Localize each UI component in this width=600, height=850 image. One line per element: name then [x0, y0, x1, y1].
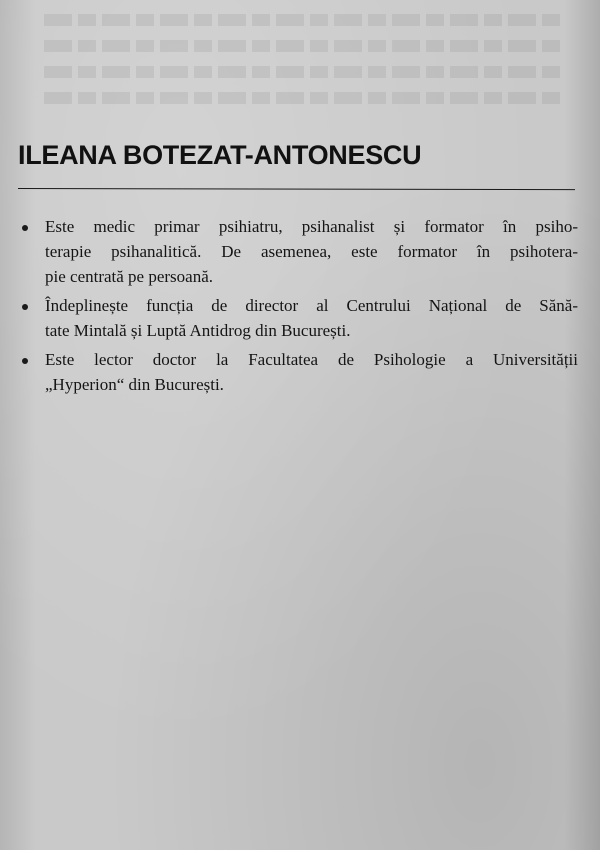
- heading-underline: [18, 188, 575, 190]
- bullet-icon: [22, 304, 28, 310]
- text-line: Este lector doctor la Facultatea de Psihologie a Universității: [45, 350, 578, 369]
- bio-bullet-item: [22, 214, 578, 289]
- bullet-text: [45, 214, 578, 289]
- bio-bullet-list: [22, 214, 578, 401]
- bio-bullet-item: [22, 347, 578, 397]
- show-through-line: [40, 14, 560, 26]
- bullet-text: [45, 347, 578, 397]
- bullet-icon: [22, 225, 28, 231]
- show-through-text: [40, 0, 560, 110]
- bullet-icon: [22, 358, 28, 364]
- bullet-text: [45, 293, 578, 343]
- show-through-line: [40, 66, 560, 78]
- text-line: Îndeplinește funcția de director al Centrului Național de Sănă-: [45, 296, 578, 315]
- text-line: tate Mintală și Luptă Antidrog din București.: [45, 321, 351, 340]
- show-through-line: [40, 40, 560, 52]
- bio-bullet-item: [22, 293, 578, 343]
- author-name-heading: ILEANA BOTEZAT-ANTONESCU: [18, 140, 422, 170]
- text-line: „Hyperion“ din București.: [45, 375, 224, 394]
- text-line: terapie psihanalitică. De asemenea, este formator în psihotera-: [45, 242, 578, 261]
- text-line: Este medic primar psihiatru, psihanalist și formator în psiho-: [45, 217, 578, 236]
- show-through-line: [40, 92, 560, 104]
- text-line: pie centrată pe persoană.: [45, 267, 214, 286]
